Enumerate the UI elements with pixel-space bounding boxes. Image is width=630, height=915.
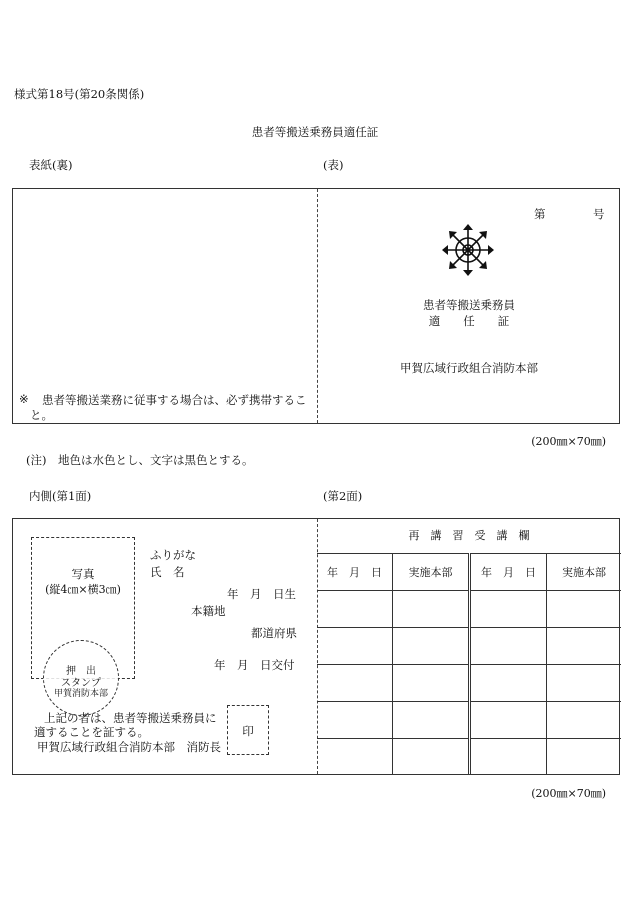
color-note: (注) 地色は水色とし、文字は黒色とする。 [26, 453, 254, 467]
col-date-1: 年 月 日 [317, 553, 393, 590]
page-title: 患者等搬送乗務員適任証 [251, 125, 379, 139]
photo-size: (縦4㎝×横3㎝) [45, 583, 121, 596]
stamp-line2: スタンプ [61, 678, 101, 689]
card-title-line2: 適 任 証 [428, 314, 510, 328]
birthdate-label: 年 月 日生 [227, 587, 296, 601]
cover-size: (200㎜×70㎜) [531, 435, 606, 448]
inside-card [12, 518, 620, 775]
furigana-label: ふりがな [150, 548, 196, 562]
domicile-label: 本籍地 [191, 604, 226, 618]
note-mark: ※ [19, 392, 29, 406]
inside-page2-label: (第2面) [323, 489, 363, 503]
col-date-2: 年 月 日 [470, 553, 547, 590]
cert-line3: 甲賀広域行政組合消防本部 消防長 [37, 740, 221, 754]
inside-size: (200㎜×70㎜) [531, 787, 606, 800]
cover-back-label: 表紙(裏) [29, 158, 73, 172]
issuer-name: 甲賀広域行政組合消防本部 [400, 361, 538, 375]
table-row [317, 701, 621, 738]
stamp-line3: 甲賀消防本部 [53, 689, 108, 699]
card-title-line1: 患者等搬送乗務員 [423, 298, 515, 312]
cover-front-label: (表) [323, 158, 344, 172]
table-row [317, 590, 621, 627]
stamp-line1: 押 出 [66, 666, 96, 677]
photo-label: 写真 [71, 567, 95, 581]
number-label-go: 号 [593, 207, 605, 221]
cover-card [12, 188, 620, 424]
cert-line1: 上記の者は、患者等搬送乗務員に [44, 711, 217, 725]
table-row [317, 738, 621, 775]
retraining-title: 再 講 習 受 講 欄 [317, 518, 621, 553]
col-hq-2: 実施本部 [547, 553, 622, 590]
carry-note-line1: 患者等搬送業務に従事する場合は、必ず携帯するこ [42, 393, 307, 407]
number-label-dai: 第 [534, 207, 546, 221]
form-number: 様式第18号(第20条関係) [14, 87, 145, 101]
inside-page1-label: 内側(第1面) [29, 489, 92, 503]
issue-date-label: 年 月 日交付 [214, 658, 295, 672]
retraining-header-row [317, 553, 621, 590]
seal-label: 印 [242, 724, 254, 738]
col-hq-1: 実施本部 [393, 553, 470, 590]
name-label: 氏 名 [150, 565, 185, 579]
embossed-stamp [43, 640, 119, 716]
seal-box [227, 705, 269, 755]
retraining-table [317, 518, 621, 775]
table-row [317, 664, 621, 701]
carry-note-line2: と。 [30, 408, 53, 422]
cert-line2: 適することを証する。 [34, 725, 149, 739]
fire-department-emblem-icon [440, 222, 496, 278]
prefecture-label: 都道府県 [251, 626, 297, 640]
table-row [317, 627, 621, 664]
